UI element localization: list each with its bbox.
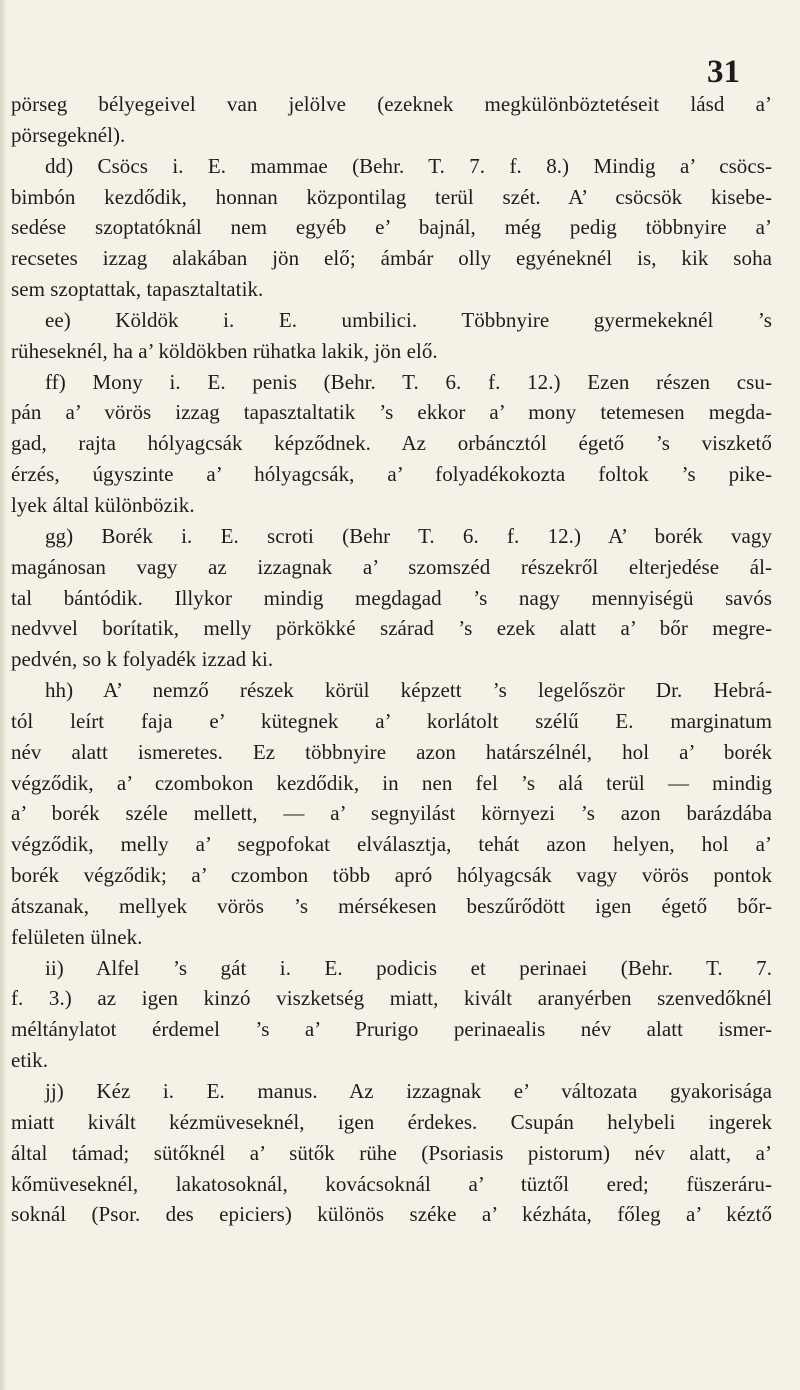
text-line: ff) Mony i. E. penis (Behr. T. 6. f. 12.) Ezen részen csu- xyxy=(45,369,772,394)
text-line: nedvvel borítatik, melly pörkökké szárad ’s ezek alatt a’ bőr megre- xyxy=(11,616,772,641)
text-line: végződik, a’ czombokon kezdődik, in nen fel ’s alá terül — mindig xyxy=(11,770,772,795)
text-line: jj) Kéz i. E. manus. Az izzagnak e’ változata gyakorisága xyxy=(45,1079,772,1103)
text-line: lyek által különbözik. xyxy=(11,492,195,517)
text-line: bimbón kezdődik, honnan központilag terül szét. A’ csöcsök kisebe- xyxy=(11,184,772,209)
text-line: soknál (Psor. des epiciers) különös széke a’ kézháta, főleg a’ kéztő xyxy=(11,1202,772,1227)
text-line: végződik, melly a’ segpofokat elválasztja, tehát azon helyen, hol a’ xyxy=(11,832,772,857)
text-line: méltánylatot érdemel ’s a’ Prurigo perinaealis név alatt ismer- xyxy=(11,1017,772,1042)
text-line: gg) Borék i. E. scroti (Behr T. 6. f. 12.) A’ borék vagy xyxy=(45,523,772,548)
text-line: ee) Köldök i. E. umbilici. Többnyire gyermekeknél ’s xyxy=(45,307,772,332)
text-line: sem szoptattak, tapasztaltatik. xyxy=(11,277,264,302)
page-number: 31 xyxy=(707,54,740,90)
text-line: a’ borék széle mellett, — a’ segnyilást környezi ’s azon barázdába xyxy=(11,801,772,826)
text-line: átszanak, mellyek vörös ’s mérsékesen beszűrődött igen égető bőr- xyxy=(11,893,772,918)
text-line: dd) Csöcs i. E. mammae (Behr. T. 7. f. 8.) Mindig a’ csöcs- xyxy=(45,153,772,178)
text-line: recsetes izzag alakában jön elő; ámbár olly egyéneknél is, kik soha xyxy=(11,246,772,271)
text-line: név alatt ismeretes. Ez többnyire azon határszélnél, hol a’ borék xyxy=(11,739,772,764)
text-line: által támad; sütőknél a’ sütők rühe (Psoriasis pistorum) név alatt, a’ xyxy=(11,1140,772,1165)
text-line: kőmüveseknél, lakatosoknál, kovácsoknál a’ tüztől ered; füszeráru- xyxy=(11,1171,772,1196)
text-line: sedése szoptatóknál nem egyéb e’ bajnál, még pedig többnyire a’ xyxy=(11,215,772,240)
text-line: pedvén, so k folyadék izzad ki. xyxy=(11,647,274,672)
text-line: rüheseknél, ha a’ köldökben rühatka lakik, jön elő. xyxy=(11,338,438,363)
text-line: miatt kivált kézmüveseknél, igen érdekes. Csupán helybeli ingerek xyxy=(11,1109,772,1134)
text-line: tal bántódik. Illykor mindig megdagad ’s nagy mennyiségü savós xyxy=(11,585,772,610)
body-text xyxy=(0,89,772,1230)
text-line: felületen ülnek. xyxy=(11,924,143,949)
text-line: ii) Alfel ’s gát i. E. podicis et perinaei (Behr. T. 7. xyxy=(45,955,772,980)
text-line: pörseg bélyegeivel van jelölve (ezeknek megkülönböztetéseit lásd a’ xyxy=(11,92,772,116)
text-line: borék végződik; a’ czombon több apró hólyagcsák vagy vörös pontok xyxy=(11,863,772,888)
text-line: f. 3.) az igen kinzó viszketség miatt, kivált aranyérben szenvedőknél xyxy=(11,986,772,1011)
text-line: hh) A’ nemző részek körül képzett ’s legelőször Dr. Hebrá- xyxy=(45,678,772,703)
text-line: pörsegeknél). xyxy=(11,122,126,147)
text-line: tól leírt faja e’ kütegnek a’ korlátolt szélű E. marginatum xyxy=(11,708,772,733)
text-line: érzés, úgyszinte a’ hólyagcsák, a’ folyadékokozta foltok ’s pike- xyxy=(11,462,772,487)
text-line: magánosan vagy az izzagnak a’ szomszéd részekről elterjedése ál- xyxy=(11,554,772,579)
text-line: etik. xyxy=(11,1048,48,1073)
text-line: gad, rajta hólyagcsák képződnek. Az orbáncztól égető ’s viszkető xyxy=(11,431,772,456)
text-line: pán a’ vörös izzag tapasztaltatik ’s ekkor a’ mony tetemesen megda- xyxy=(11,400,772,425)
